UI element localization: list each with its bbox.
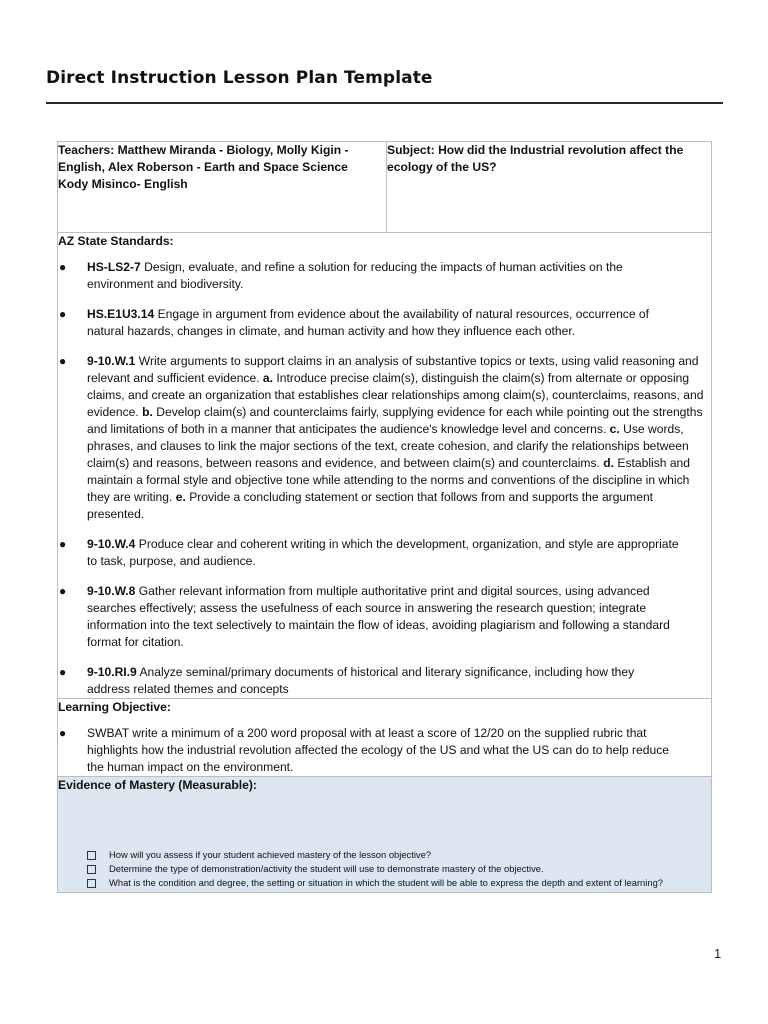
evidence-heading: Evidence of Mastery (Measurable): xyxy=(58,778,257,792)
teachers-cell xyxy=(58,142,387,233)
checkbox-icon xyxy=(87,865,96,874)
clause-label: c. xyxy=(609,422,620,436)
objective-text: SWBAT write a minimum of a 200 word proposal with at least a score of 12/20 on the supplied rubric that xyxy=(87,726,647,740)
standard-code: 9-10.W.1 xyxy=(87,354,136,368)
bullet-icon: ● xyxy=(59,665,67,679)
standard-text: Provide a concluding statement or section that follows from and supports the argument presented. xyxy=(87,490,654,521)
clause-label: a. xyxy=(262,371,274,385)
standard-text: Design, evaluate, and refine a solution for reducing the impacts of human activities on the xyxy=(140,260,623,274)
bullet-icon: ● xyxy=(59,354,67,368)
objective-cell xyxy=(58,699,712,777)
standard-text: Produce clear and coherent writing in which the development, organization, and style are appropriate xyxy=(135,537,679,551)
objective-list xyxy=(58,725,711,776)
standard-text: environment and biodiversity. xyxy=(87,277,244,291)
subject-cell xyxy=(387,142,712,233)
standard-text: Introduce precise claim(s), distinguish the claim(s) from alternate or opposing claims, and create an organization that establishes clear relationships among claim(s), counterclaims, reasons, and evidence. xyxy=(87,371,704,419)
standards-list xyxy=(58,259,711,698)
standard-text: Analyze seminal/primary documents of historical and literary significance, including how they xyxy=(136,665,635,679)
standard-item xyxy=(58,664,711,698)
standard-item xyxy=(58,536,711,570)
info-row xyxy=(58,142,712,233)
standard-item xyxy=(58,259,711,293)
standard-text: format for citation. xyxy=(87,635,184,649)
subject-line: Subject: How did the Industrial revolution affect the xyxy=(387,143,684,157)
standard-code: HS.E1U3.14 xyxy=(87,307,155,321)
checklist-text: How will you assess if your student achieved mastery of the lesson objective? xyxy=(109,849,432,860)
standards-cell xyxy=(58,233,712,699)
title-divider xyxy=(46,102,723,104)
standard-text: Write arguments to support claims in an analysis of substantive topics or texts, using valid reasoning and relevant and sufficient evidence. xyxy=(87,354,699,385)
evidence-row xyxy=(58,777,712,893)
evidence-checklist xyxy=(58,848,711,890)
bullet-icon: ● xyxy=(59,726,67,740)
standard-text: Gather relevant information from multiple authoritative print and digital sources, using advanced xyxy=(135,584,650,598)
standard-code: 9-10.W.8 xyxy=(87,584,136,598)
checklist-item xyxy=(58,876,711,890)
standard-code: HS-LS2-7 xyxy=(87,260,141,274)
objective-row xyxy=(58,699,712,777)
objective-text: highlights how the industrial revolution affected the ecology of the US and what the US can do to help reduce xyxy=(87,743,669,757)
standard-text: Establish and maintain a formal style and objective tone while attending to the norms and conventions of the discipline in which they are writing. xyxy=(87,456,691,504)
standard-item xyxy=(58,353,711,523)
clause-label: e. xyxy=(175,490,186,504)
objective-heading: Learning Objective: xyxy=(58,700,171,714)
bullet-icon: ● xyxy=(59,307,67,321)
subject-line: ecology of the US? xyxy=(387,160,497,174)
checklist-text: Determine the type of demonstration/activity the student will use to demonstrate mastery of the objective. xyxy=(109,863,544,874)
standard-text: to task, purpose, and audience. xyxy=(87,554,256,568)
objective-item xyxy=(58,725,711,776)
checkbox-icon xyxy=(87,879,96,888)
standard-text: Engage in argument from evidence about the availability of natural resources, occurrence of xyxy=(154,307,650,321)
document-title: Direct Instruction Lesson Plan Template xyxy=(46,68,433,88)
standard-item xyxy=(58,583,711,651)
checklist-item xyxy=(58,862,711,876)
lesson-plan-table xyxy=(57,141,712,893)
checkbox-icon xyxy=(87,851,96,860)
standard-code: 9-10.RI.9 xyxy=(87,665,137,679)
objective-text: the human impact on the environment. xyxy=(87,760,294,774)
bullet-icon: ● xyxy=(59,537,67,551)
bullet-icon: ● xyxy=(59,260,67,274)
standard-text: natural hazards, changes in climate, and human activity and how they influence each other. xyxy=(87,324,576,338)
teachers-line: Teachers: Matthew Miranda - Biology, Molly Kigin - xyxy=(58,143,349,157)
standard-code: 9-10.W.4 xyxy=(87,537,136,551)
teachers-line: Kody Misinco- English xyxy=(58,177,188,191)
standard-text: information into the text selectively to maintain the flow of ideas, avoiding plagiarism and following a standard xyxy=(87,618,670,632)
checklist-text: What is the condition and degree, the setting or situation in which the student will be able to express the depth and extent of learning? xyxy=(109,877,663,888)
standard-text: searches effectively; assess the usefulness of each source in answering the research question; integrate xyxy=(87,601,647,615)
clause-label: b. xyxy=(142,405,153,419)
teachers-line: English, Alex Roberson - Earth and Space Science xyxy=(58,160,348,174)
standards-heading: AZ State Standards: xyxy=(58,234,174,248)
checklist-item xyxy=(58,848,711,862)
page-number: 1 xyxy=(714,946,722,961)
clause-label: d. xyxy=(603,456,615,470)
standard-text: Use words, phrases, and clauses to link the major sections of the text, create cohesion, and clarify the relationships between claim(s) and reasons, between reasons and evidence, and between claim(s) and counterclaims. xyxy=(87,422,689,470)
standards-row xyxy=(58,233,712,699)
bullet-icon: ● xyxy=(59,584,67,598)
standard-text: address related themes and concepts xyxy=(87,682,289,696)
standard-text: Develop claim(s) and counterclaims fairly, supplying evidence for each while pointing out the strengths and limitations of both in a manner that anticipates the audience's knowledge level and concerns. xyxy=(87,405,703,436)
evidence-cell xyxy=(58,777,712,893)
standard-item xyxy=(58,306,711,340)
